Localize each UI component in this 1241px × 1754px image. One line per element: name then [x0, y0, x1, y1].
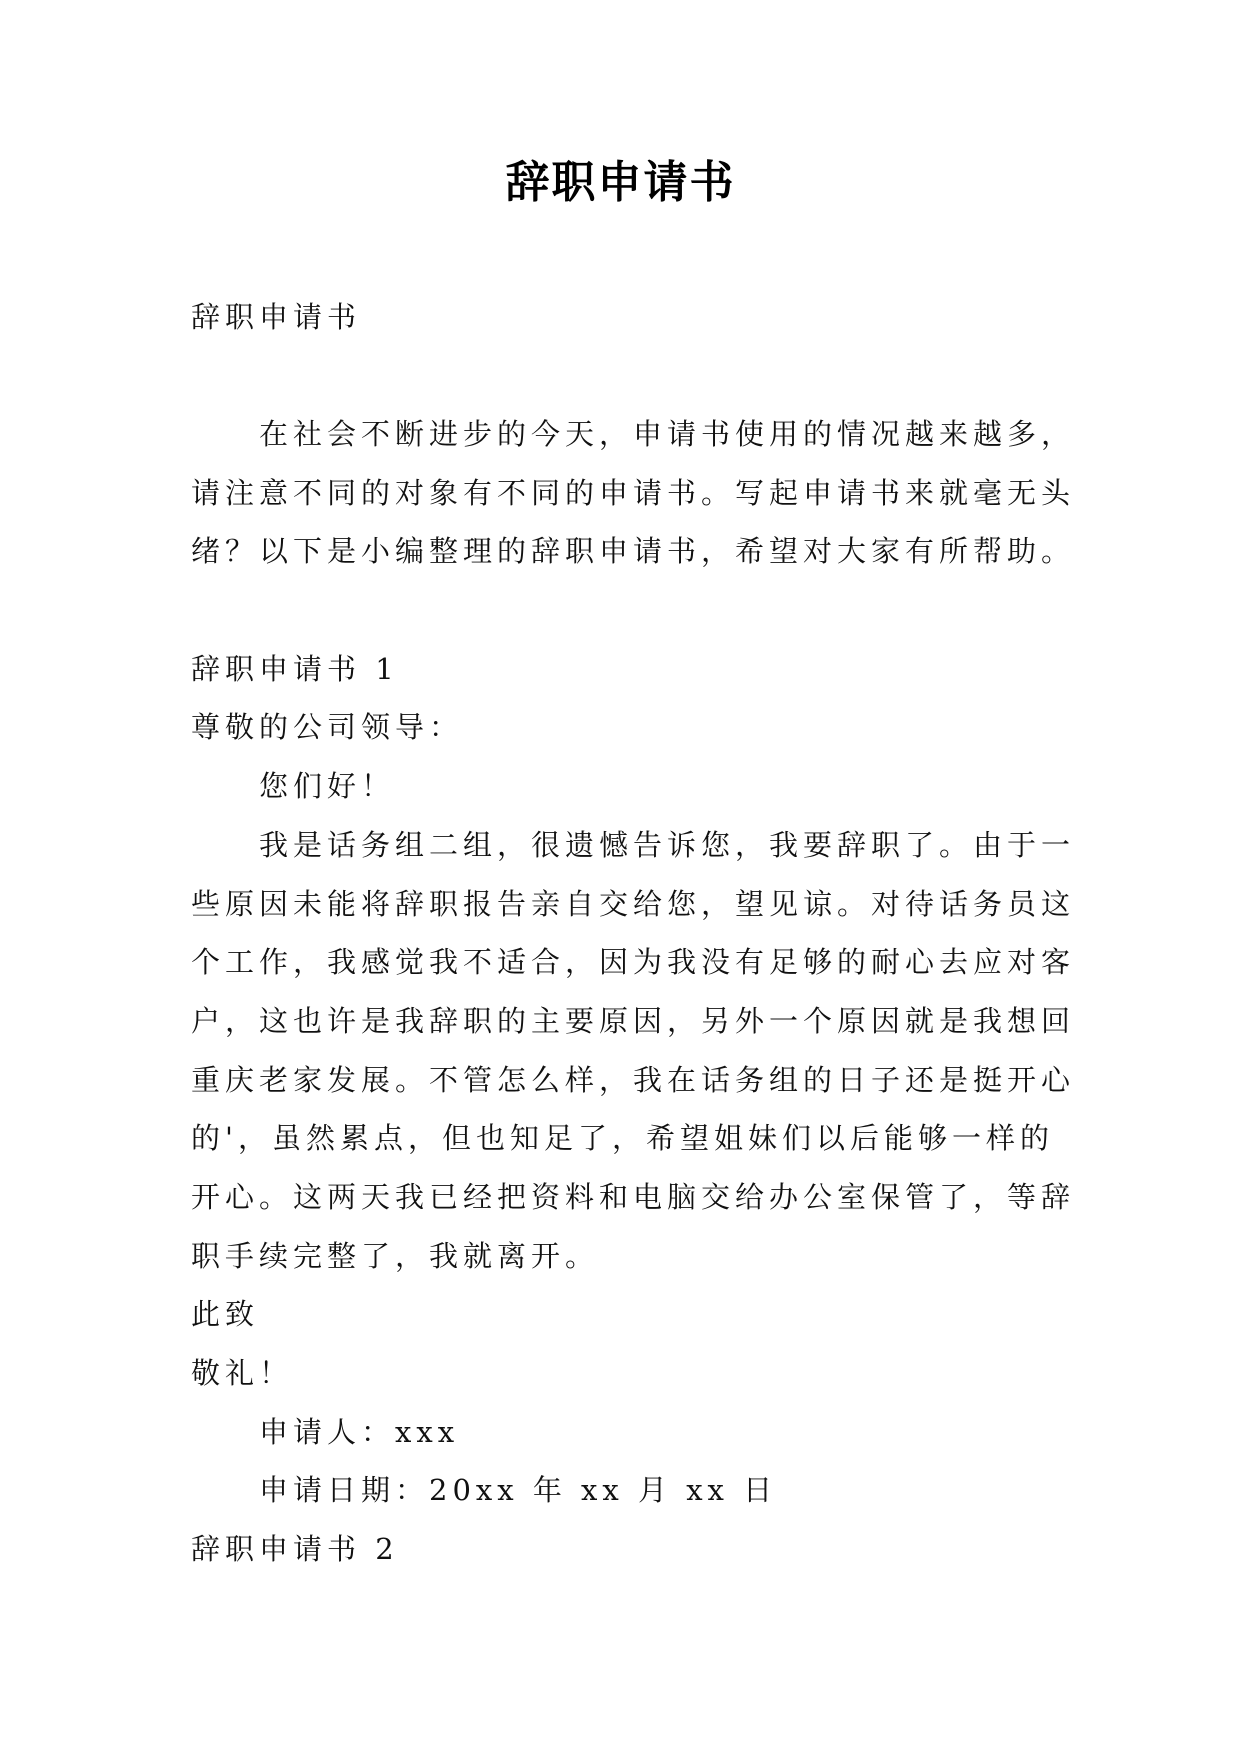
letter-1 [191, 640, 1091, 1520]
document-body [191, 288, 1091, 1579]
intro-line: 在社会不断进步的今天，申请书使用的情况越来越多， [259, 417, 1076, 452]
letter-1-heading: 辞职申请书 1 [191, 651, 399, 686]
document-title: 辞职申请书 [505, 157, 736, 208]
letter-2-heading: 辞职申请书 2 [191, 1532, 399, 1567]
body-line: 重庆老家发展。不管怎么样，我在话务组的日子还是挺开心 [191, 1062, 1076, 1097]
document-subtitle: 辞职申请书 [191, 299, 362, 334]
letter-1-salutation: 尊敬的公司领导： [191, 710, 464, 745]
intro-line: 绪？以下是小编整理的辞职申请书，希望对大家有所帮助。 [191, 534, 1076, 569]
letter-1-closing-line-2: 敬礼！ [191, 1356, 294, 1391]
letter-1-body-paragraph [191, 816, 1091, 1286]
letter-1-greeting: 您们好！ [259, 769, 396, 804]
body-line: 户，这也许是我辞职的主要原因，另外一个原因就是我想回 [191, 1003, 1076, 1038]
body-line: 些原因未能将辞职报告亲自交给您，望见谅。对待话务员这 [191, 886, 1076, 921]
body-line: 个工作，我感觉我不适合，因为我没有足够的耐心去应对客 [191, 945, 1076, 980]
intro-paragraph [191, 405, 1091, 581]
body-line: 职手续完整了，我就离开。 [191, 1238, 600, 1273]
body-line: 的'，虽然累点，但也知足了，希望姐妹们以后能够一样的 [191, 1121, 1054, 1156]
letter-1-applicant: 申请人：xxx [259, 1414, 460, 1449]
letter-1-closing-line-1: 此致 [191, 1297, 260, 1332]
body-line: 我是话务组二组，很遗憾告诉您，我要辞职了。由于一 [259, 827, 1076, 862]
body-line: 开心。这两天我已经把资料和电脑交给办公室保管了，等辞 [191, 1179, 1076, 1214]
letter-1-date: 申请日期：20xx 年 xx 月 xx 日 [259, 1473, 778, 1508]
intro-line: 请注意不同的对象有不同的申请书。写起申请书来就毫无头 [191, 475, 1076, 510]
